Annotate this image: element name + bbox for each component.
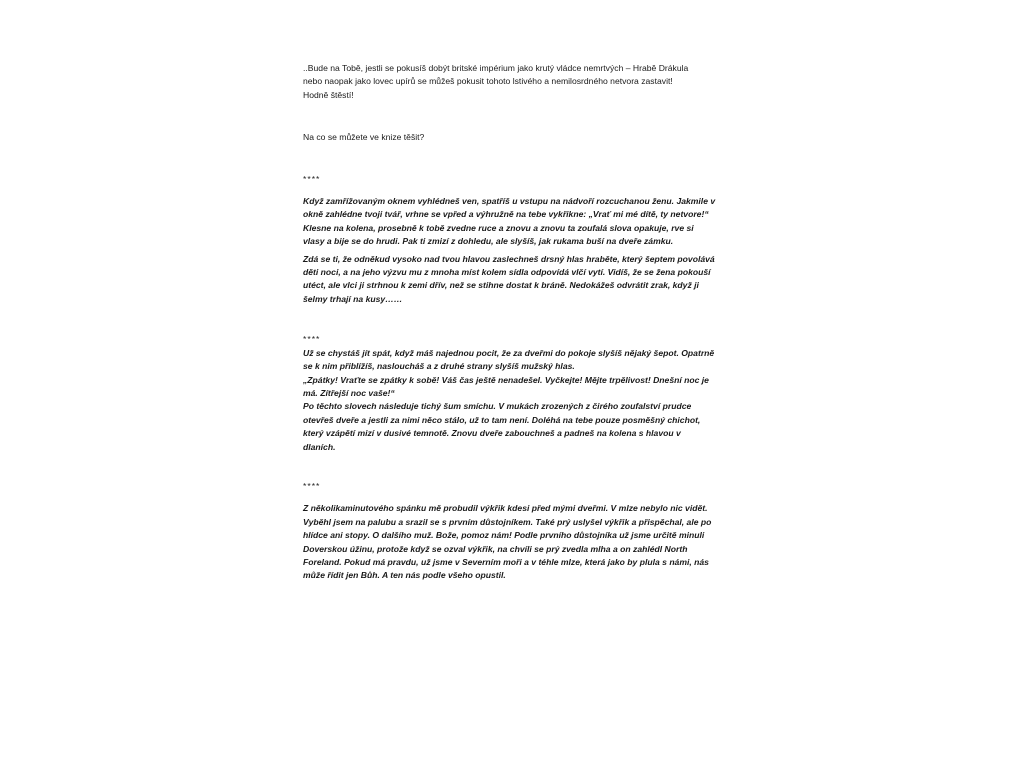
text-line: Z několikaminutového spánku mě probudil výkřik kdesi před mými dveřmi. V mlze nebylo nic vidět. [303,503,708,514]
text-line: který vzápětí mizí v dusivé temnotě. Znovu dveře zabouchneš a padneš na kolena s hlavou v [303,428,681,439]
text-line: otevřeš dveře a jestli za nimi něco stálo, už to tam není. Doléhá na tebe pouze posměšný chichot, [303,414,701,425]
section-separator: **** [303,334,321,345]
text-line: nebo naopak jako lovec upírů se můžeš pokusit tohoto lstivého a nemilosrdného netvora zastavit! [303,76,673,87]
section-1-paragraph-2 [303,253,723,307]
text-line: Když zamřížovaným oknem vyhlédneš ven, spatříš u vstupu na nádvoří rozcuchanou ženu. Jakmile v [303,196,716,207]
text-line: Klesne na kolena, prosebně k tobě zvedne ruce a znovu a znovu ta zoufalá slova opakuje, rve si [303,222,694,233]
text-line: šelmy trhají na kusy…… [303,293,403,304]
text-line: okně zahlédne tvoji tvář, vrhne se vpřed a výhružně na tebe vykřikne: „Vrať mi mé dítě, ty netvore!“ [303,209,709,220]
text-line: utéct, ale vlci ji strhnou k zemi dřív, než se stihne dostat k bráně. Nedokážeš odvrátit zrak, když ji [303,280,699,291]
document-page [303,62,723,583]
intro-paragraph [303,62,723,102]
section-separator: **** [303,480,321,491]
text-line: Foreland. Pokud má pravdu, už jsme v Severním moři a v téhle mlze, která jako by plula s námi, nás [303,556,709,567]
section-separator: **** [303,173,321,184]
text-line: vlasy a bije se do hrudi. Pak ti zmizí z dohledu, ale slyšíš, jak rukama buší na dveře zámku. [303,236,674,247]
text-line: hlídce ani stopy. O dalšího muž. Bože, pomoz nám! Podle prvního důstojníka už jsme určitě minuli [303,530,705,541]
text-line: děti noci, a na jeho výzvu mu z mnoha míst kolem sídla odpovídá vlčí vytí. Vidíš, že se žena pokouší [303,267,711,278]
text-line: Zdá se ti, že odněkud vysoko nad tvou hlavou zaslechneš drsný hlas hraběte, který šeptem povolává [303,253,715,264]
text-line: ..Bude na Tobě, jestli se pokusíš dobýt britské impérium jako krutý vládce nemrtvých – Hrabě Drákula [303,63,689,73]
text-line: Hodně štěstí! [303,89,354,100]
text-line: se k nim přiblížíš, nasloucháš a z druhé strany slyšíš mužský hlas. [303,361,575,372]
section-2-paragraph [303,347,723,454]
text-line: „Zpátky! Vraťte se zpátky k sobě! Váš čas ještě nenadešel. Vyčkejte! Mějte trpělivost! Dnešní noc je [303,374,709,385]
text-line: může řídit jen Bůh. A ten nás podle všeho opustil. [303,570,506,581]
text-line: Doverskou úžinu, protože když se ozval výkřik, na chvíli se prý zvedla mlha a on zahlédl North [303,543,688,554]
section-3-paragraph [303,502,723,582]
text-line: Už se chystáš jít spát, když máš najednou pocit, že za dveřmi do pokoje slyšíš nějaký šepot. Opatrně [303,347,715,358]
text-line: Po těchto slovech následuje tichý šum smíchu. V mukách zrozených z čirého zoufalství prudce [303,401,692,412]
text-line: dlaních. [303,441,336,452]
text-line: Vyběhl jsem na palubu a srazil se s prvním důstojníkem. Také prý uslyšel výkřik a přispěchal, ale po [303,516,712,527]
question-heading: Na co se můžete ve knize těšit? [303,132,425,143]
text-line: má. Zítřejší noc vaše!“ [303,387,395,398]
section-1-paragraph-1 [303,195,723,249]
